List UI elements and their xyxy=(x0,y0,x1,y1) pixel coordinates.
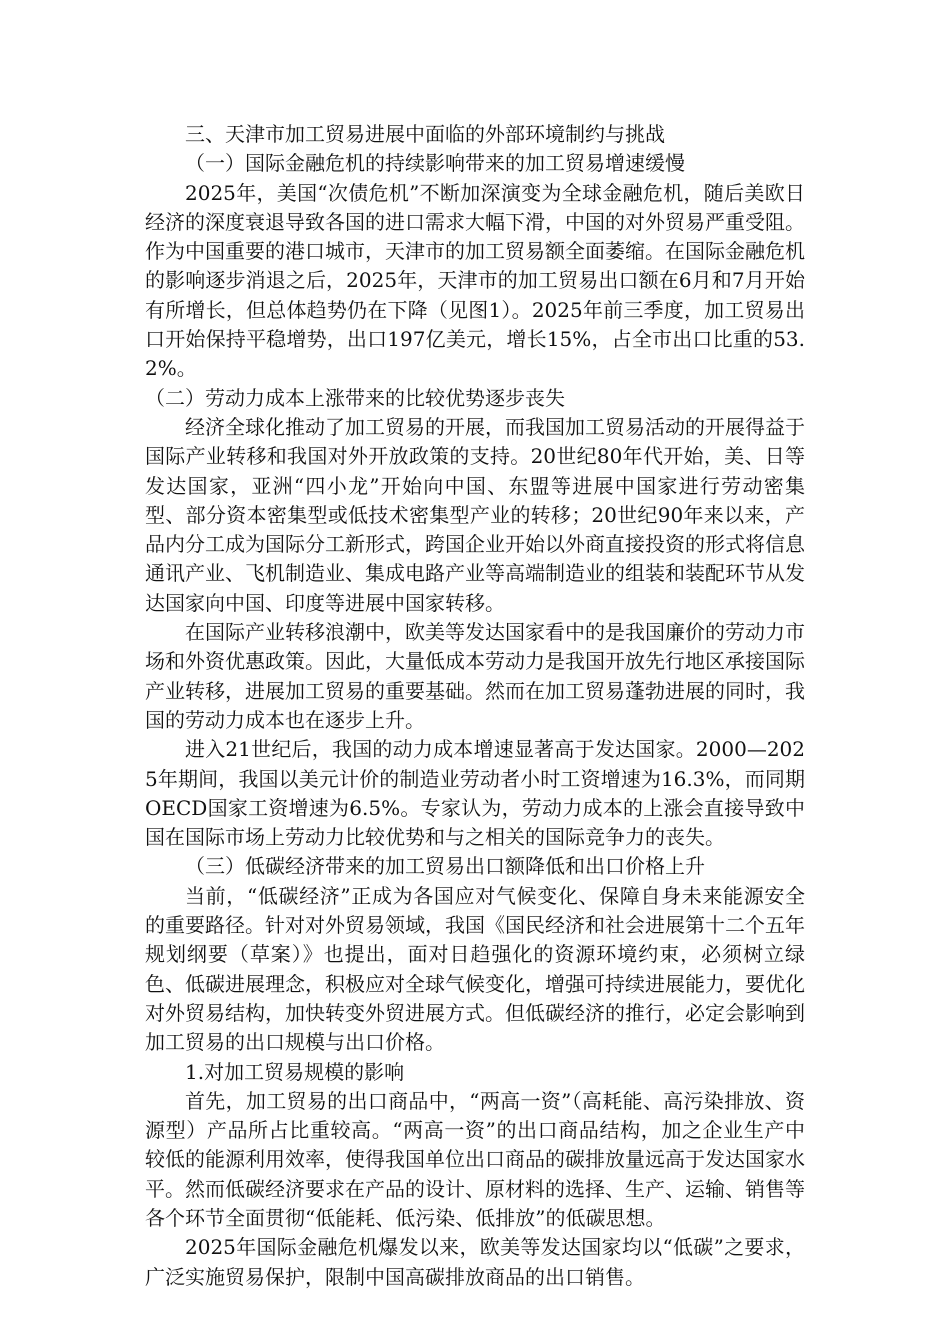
paragraph-industry-transfer: 在国际产业转移浪潮中，欧美等发达国家看中的是我国廉价的劳动力市场和外资优惠政策。因此，大量低成本劳动力是我国开放先行地区承接国际产业转移，进展加工贸易的重要基础。然而在加工贸易蓬勃进展的同时，我国的劳动力成本也在逐步上升。 xyxy=(145,620,805,732)
paragraph-globalization: 经济全球化推动了加工贸易的开展，而我国加工贸易活动的开展得益于国际产业转移和我国对外开放政策的支持。20世纪80年代开始，美、日等发达国家，亚洲“四小龙”开始向中国、东盟等进展中国家进行劳动密集型、部分资本密集型或低技术密集型产业的转移；20世纪90年来以来，产品内分工成为国际分工新形式，跨国企业开始以外商直接投资的形式将信息通讯产业、飞机制造业、集成电路产业等高端制造业的组装和装配环节从发达国家向中国、印度等进展中国家转移。 xyxy=(145,414,805,615)
list-heading-1: 1.对加工贸易规模的影响 xyxy=(185,1059,405,1084)
paragraph-low-carbon: 当前，“低碳经济”正成为各国应对气候变化、保障自身未来能源安全的重要路径。针对对外贸易领域，我国《国民经济和社会进展第十二个五年规划纲要（草案）》也提出，面对日趋强化的资源环境约束，必须树立绿色、低碳进展理念，积极应对全球气候变化，增强可持续进展能力，要优化对外贸易结构，加快转变外贸进展方式。但低碳经济的推行，必定会影响到加工贸易的出口规模与出口价格。 xyxy=(145,883,805,1055)
paragraph-labor-cost: 进入21世纪后，我国的动力成本增速显著高于发达国家。2000—2025年期间，我国以美元计价的制造业劳动者小时工资增速为16.3%，而同期OECD国家工资增速为6.5%。专家认为，劳动力成本的上涨会直接导致中国在国际市场上劳动力比较优势和与之相关的国际竞争力的丧失。 xyxy=(145,737,805,850)
document-body xyxy=(145,120,805,1292)
subsection-heading-1: （一）国际金融危机的持续影响带来的加工贸易增速缓慢 xyxy=(185,151,685,176)
paragraph-trade-protection: 2025年国际金融危机爆发以来，欧美等发达国家均以“低碳”之要求，广泛实施贸易保护，限制中国高碳排放商品的出口销售。 xyxy=(145,1235,805,1289)
paragraph-export-structure: 首先，加工贸易的出口商品中，“两高一资”（高耗能、高污染排放、资源型）产品所占比重较高。“两高一资”的出口商品结构，加之企业生产中较低的能源利用效率，使得我国单位出口商品的碳排放量远高于发达国家水平。然而低碳经济要求在产品的设计、原材料的选择、生产、运输、销售等各个环节全面贯彻“低能耗、低污染、低排放”的低碳思想。 xyxy=(145,1088,805,1230)
section-heading-3: 三、天津市加工贸易进展中面临的外部环境制约与挑战 xyxy=(185,122,665,146)
subsection-heading-3: （三）低碳经济带来的加工贸易出口额降低和出口价格上升 xyxy=(185,854,705,879)
subsection-heading-2: （二）劳动力成本上涨带来的比较优势逐步丧失 xyxy=(145,385,565,410)
paragraph-financial-crisis: 2025年，美国“次债危机”不断加深演变为全球金融危机，随后美欧日经济的深度衰退导致各国的进口需求大幅下滑，中国的对外贸易严重受阻。作为中国重要的港口城市，天津市的加工贸易额全面萎缩。在国际金融危机的影响逐步消退之后，2025年，天津市的加工贸易出口额在6月和7月开始有所增长，但总体趋势仍在下降（见图1）。2025年前三季度，加工贸易出口开始保持平稳增势，出口197亿美元，增长15%，占全市出口比重的53.2%。 xyxy=(145,180,805,381)
